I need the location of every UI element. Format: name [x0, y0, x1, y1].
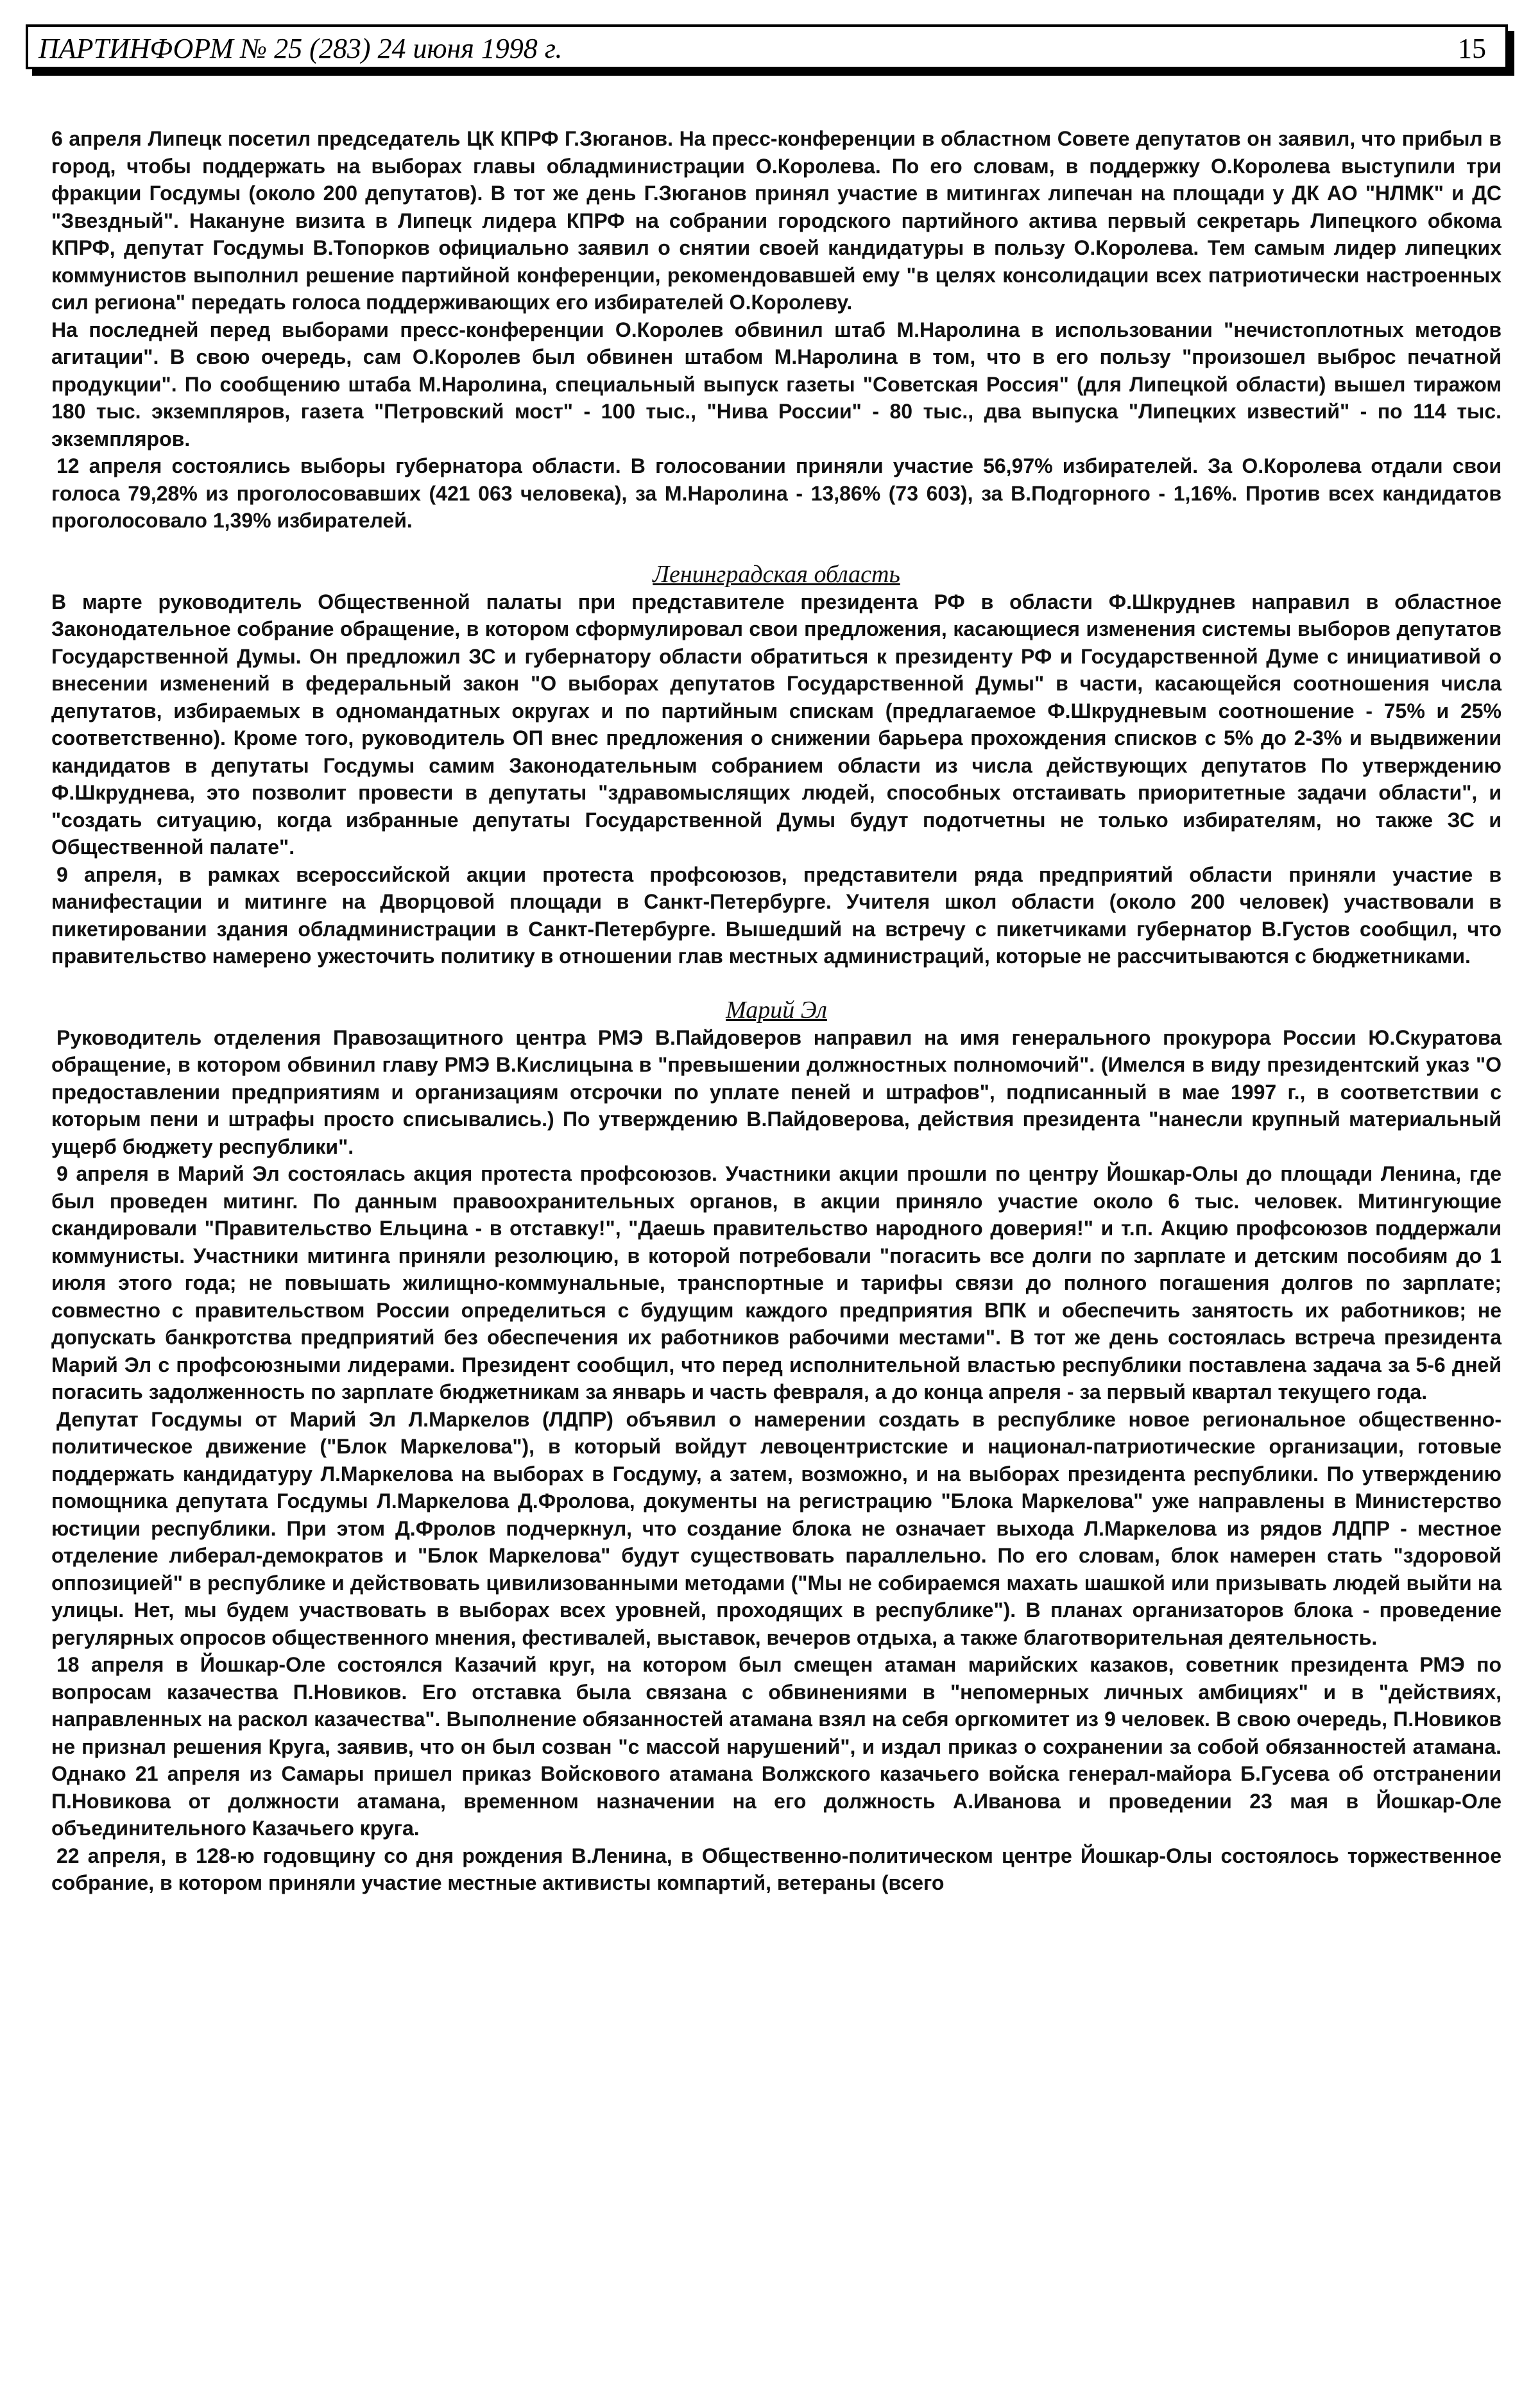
paragraph: 9 апреля в Марий Эл состоялась акция протеста профсоюзов. Участники акции прошли по центру Йошкар-Олы до площади Ленина, где был проведен митинг. По данным правоохранительных органов, в акции приняло участие около 6 тыс. человек. Митингующие скандировали "Правительство Ельцина - в отставку!", "Даешь правительство народного доверия!" и т.п. Акцию профсоюзов поддержали коммунисты. Участники митинга приняли резолюцию, в которой потребовали "погасить все долги по зарплате и детским пособиям до 1 июля этого года; не повышать жилищно-коммунальные, транспортные и тарифы связи до полного погашения долгов по зарплате; совместно с правительством России определиться с будущим каждого предприятия ВПК и обеспечить занятость их работников; не допускать банкротства предприятий без обеспечения их работников рабочими местами". В тот же день состоялась встреча президента Марий Эл с профсоюзными лидерами. Президент сообщил, что перед исполнительной властью республики поставлена задача за 5-6 дней погасить задолженность по зарплате бюджетникам за январь и часть февраля, а до конца апреля - за первый квартал текущего года.	[51, 1162, 1502, 1403]
paragraph: Депутат Госдумы от Марий Эл Л.Маркелов (ЛДПР) объявил о намерении создать в республике новое региональное общественно-политическое движение ("Блок Маркелова"), в который войдут левоцентристские и национал-патриотические организации, готовые поддержать кандидатуру Л.Маркелова на выборах в Госдуму, а затем, возможно, и на выборах президента республики. По утверждению помощника депутата Госдумы Л.Маркелова Д.Фролова, документы на регистрацию "Блока Маркелова" уже направлены в Министерство юстиции республики. При этом Д.Фролов подчеркнул, что создание блока не означает выхода Л.Маркелова из рядов ЛДПР - местное отделение либерал-демократов и "Блок Маркелова" будут существовать параллельно. По его словам, блок намерен стать "здоровой оппозицией" в республике и действовать цивилизованными методами ("Мы не собираемся махать шашкой или призывать людей выйти на улицы. Нет, мы будем участвовать в выборах всех уровней, проходящих в республике"). В планах организаторов блока - проведение регулярных опросов общественного мнения, фестивалей, выставок, вечеров отдыха, а также благотворительная деятельность.	[51, 1407, 1502, 1649]
paragraph: 18 апреля в Йошкар-Оле состоялся Казачий круг, на котором был смещен атаман марийских казаков, советник президента РМЭ по вопросам казачества П.Новиков. Его отставка была связана с обвинениями в "непомерных личных амбициях" и в "действиях, направленных на раскол казачества". Выполнение обязанностей атамана взял на себя оргкомитет из 9 человек. В свою очередь, П.Новиков не признал решения Круга, заявив, что он был созван "с массой нарушений", и издал приказ о сохранении за собой обязанностей атамана. Однако 21 апреля из Самары пришел приказ Войскового атамана Волжского казачьего войска генерал-майора Б.Гусева об отстранении П.Новикова от должности атамана, временном назначении на его должность А.Иванова и проведении 23 мая в Йошкар-Оле объединительного Казачьего круга.	[51, 1653, 1502, 1840]
paragraph: В марте руководитель Общественной палаты при представителе президента РФ в области Ф.Шкруднев направил в областное Законодательное собрание обращение, в котором сформулировал свои предложения, касающиеся изменения системы выборов депутатов Государственной Думы. Он предложил ЗС и губернатору области обратиться к президенту РФ и Государственной Думе с инициативой о внесении изменений в федеральный закон "О выборах депутатов Государственной Думы" в части, касающейся соотношения числа депутатов, избираемых в одномандатных округах и по партийным спискам (предлагаемое Ф.Шкрудневым соотношение - 75% и 25% соответственно). Кроме того, руководитель ОП внес предложения о снижении барьера прохождения списков с 5% до 2-3% и выдвижении кандидатов в депутаты Госдумы самим Законодательным собранием области из числа действующих депутатов По утверждению Ф.Шкруднева, это позволит провести в депутаты "здравомыслящих людей, способных отстаивать приоритетные задачи области", и "создать ситуацию, когда избранные депутаты Государственной Думы будут подотчетны не только избирателям, но также ЗС и Общественной палате".	[51, 590, 1502, 859]
section-heading: Марий Эл	[726, 996, 827, 1024]
paragraph: 22 апреля, в 128-ю годовщину со дня рождения В.Ленина, в Общественно-политическом центре Йошкар-Олы состоялось торжественное собрание, в котором приняли участие местные активисты компартий, ветераны (всего	[51, 1844, 1502, 1894]
paragraph: Руководитель отделения Правозащитного центра РМЭ В.Пайдоверов направил на имя генерального прокурора России Ю.Скуратова обращение, в котором обвинил главу РМЭ В.Кислицына в "превышении должностных полномочий". (Имелся в виду президентский указ "О предоставлении предприятиям и организациям отсрочки по уплате пеней и штрафов", подписанный в мае 1997 г., в соответствии с которым пени и штрафы просто списывались.) По утверждению В.Пайдоверова, действия президента "нанесли крупный материальный ущерб бюджету республики".	[51, 1025, 1502, 1158]
section-lipetsk	[51, 125, 1502, 535]
article-body	[51, 125, 1502, 1897]
section-mari-el	[51, 996, 1502, 1897]
paragraph: 12 апреля состоялись выборы губернатора области. В голосовании приняли участие 56,97% избирателей. За О.Королева отдали свои голоса 79,28% из проголосовавших (421 063 человека), за М.Наролина - 13,86% (73 603), за В.Подгорного - 1,16%. Против всех кандидатов проголосовало 1,39% избирателей.	[51, 454, 1502, 532]
section-heading: Ленинградская область	[653, 560, 900, 588]
page-number: 15	[1458, 33, 1486, 64]
paragraph: 9 апреля, в рамках всероссийской акции протеста профсоюзов, представители ряда предприятий области приняли участие в манифестации и митинге на Дворцовой площади в Санкт-Петербурге. Учителя школ области (около 200 человек) участвовали в пикетировании здания обладминистрации в Санкт-Петербурге. Вышедший на встречу с пикетчиками губернатор В.Густов сообщил, что правительство намерено ужесточить политику в отношении глав местных администраций, которые не рассчитываются с бюджетниками.	[51, 862, 1502, 968]
paragraph: На последней перед выборами пресс-конференции О.Королев обвинил штаб М.Наролина в использовании "нечистоплотных методов агитации". В свою очередь, сам О.Королев был обвинен штабом М.Наролина в том, что в его пользу "произошел выброс печатной продукции". По сообщению штаба М.Наролина, специальный выпуск газеты "Советская Россия" (для Липецкой области) вышел тиражом 180 тыс. экземпляров, газета "Петровский мост" - 100 тыс., "Нива России" - 80 тыс., два выпуска "Липецких известий" - по 114 тыс. экземпляров.	[51, 318, 1502, 450]
publication-title: ПАРТИНФОРМ № 25 (283) 24 июня 1998 г.	[38, 33, 563, 64]
section-leningrad-oblast	[51, 560, 1502, 970]
paragraph: 6 апреля Липецк посетил председатель ЦК КПРФ Г.Зюганов. На пресс-конференции в областном Совете депутатов он заявил, что прибыл в город, чтобы поддержать на выборах главы обладминистрации О.Королева. По его словам, в поддержку О.Королева выступили три фракции Госдумы (около 200 депутатов). В тот же день Г.Зюганов принял участие в митингах липечан на площади у ДК АО "НЛМК" и ДС "Звездный". Накануне визита в Липецк лидера КПРФ на собрании городского партийного актива первый секретарь Липецкого обкома КПРФ, депутат Госдумы В.Топорков официально заявил о снятии своей кандидатуры в пользу О.Королева. Тем самым лидер липецких коммунистов выполнил решение партийной конференции, рекомендовавшей ему "в целях консолидации всех патриотически настроенных сил региона" передать голоса поддерживающих его избирателей О.Королеву.	[51, 127, 1502, 314]
page-header	[26, 24, 1508, 69]
